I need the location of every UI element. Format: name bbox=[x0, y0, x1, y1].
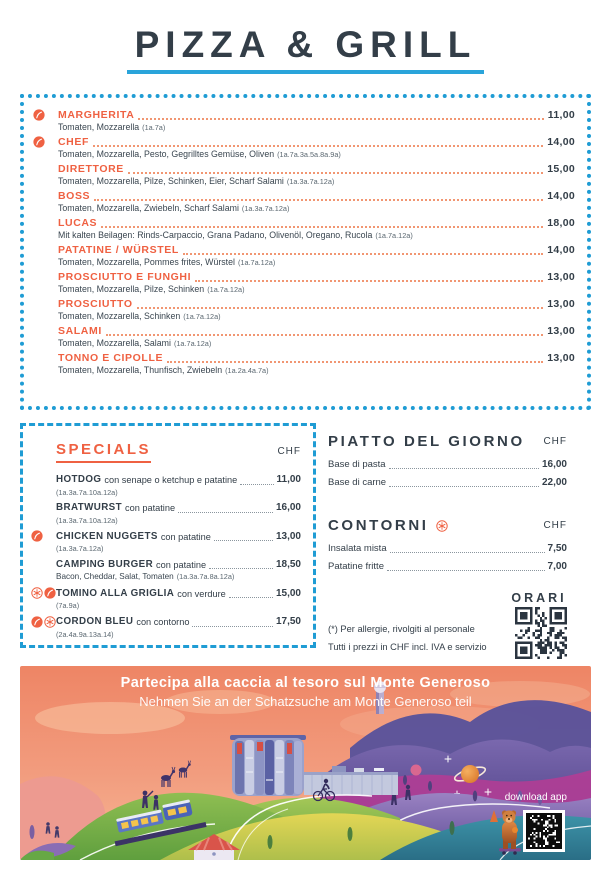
chf-label: CHF bbox=[543, 436, 567, 447]
allergen-codes: (1a.7a.12a) bbox=[237, 258, 276, 267]
snowflake-badge-icon bbox=[44, 616, 56, 628]
allergen-codes: (7a.9a) bbox=[56, 601, 80, 610]
dot-leader bbox=[389, 486, 539, 487]
dot-leader bbox=[209, 568, 273, 569]
page-title: PIZZA & GRILL bbox=[127, 24, 485, 74]
dot-leader bbox=[101, 226, 543, 228]
pizza-item bbox=[33, 217, 575, 242]
allergen-codes: (1a.3a.7a.12a) bbox=[241, 204, 290, 213]
special-item-suffix: con patatine bbox=[156, 559, 207, 570]
special-item-price: 17,50 bbox=[275, 616, 301, 627]
pizza-item-price: 14,00 bbox=[547, 136, 575, 148]
allergen-codes: (1a.7a.3a.5a.8a.9a) bbox=[277, 150, 341, 159]
orari-label: ORARI bbox=[511, 591, 567, 605]
pizza-item bbox=[33, 109, 575, 134]
dot-leader bbox=[93, 145, 543, 147]
dot-leader bbox=[94, 199, 543, 201]
pizza-item-price: 11,00 bbox=[547, 109, 575, 121]
pizza-item-name: PROSCIUTTO bbox=[58, 298, 133, 310]
pizza-item-description: Tomaten, Mozzarella, Pesto, Gegrilltes Gemüse, Oliven (1a.7a.3a.5a.8a.9a) bbox=[58, 149, 341, 159]
pizza-item-price: 15,00 bbox=[547, 163, 575, 175]
pizza-item-name: PROSCIUTTO E FUNGHI bbox=[58, 271, 192, 283]
allergen-codes: (1a.7a.12a) bbox=[183, 312, 221, 321]
pizza-menu-box bbox=[20, 94, 591, 410]
orari-qr-code bbox=[515, 607, 567, 659]
allergen-codes: (1a.3a.7a.10a.12a) bbox=[56, 515, 118, 525]
special-item bbox=[31, 530, 301, 554]
dot-leader bbox=[214, 540, 273, 541]
special-item-name: CAMPING BURGER bbox=[56, 558, 154, 570]
special-item-price: 15,00 bbox=[275, 587, 301, 599]
pizza-item-price: 14,00 bbox=[547, 244, 575, 256]
piatto-item: Base di carne 22,00 bbox=[328, 477, 567, 488]
header bbox=[0, 0, 611, 94]
allergy-note: (*) Per allergie, rivolgiti al personale bbox=[328, 624, 475, 634]
special-item-name: BRATWURST bbox=[56, 502, 122, 513]
allergen-codes: (1a.3a.7a.12a) bbox=[56, 544, 104, 553]
pizza-item-name: DIRETTORE bbox=[58, 163, 124, 175]
pizza-item-price: 13,00 bbox=[547, 271, 575, 283]
allergen-codes: (1a.7a.12a) bbox=[207, 285, 245, 294]
pizza-item bbox=[33, 136, 575, 161]
pizza-item-description: Tomaten, Mozzarella, Thunfisch, Zwiebeln (1a.2a.4a.7a) bbox=[58, 365, 269, 375]
pizza-item bbox=[33, 325, 575, 350]
special-item bbox=[31, 474, 301, 497]
pizza-item bbox=[33, 244, 575, 269]
pizza-item-description: Tomaten, Mozzarella, Schinken (1a.7a.12a) bbox=[58, 311, 221, 321]
pizza-item bbox=[33, 163, 575, 188]
contorni-item: Patatine fritte 7,00 bbox=[328, 561, 567, 572]
pizza-item bbox=[33, 271, 575, 296]
allergen-codes: (1a.7a.12a) bbox=[173, 339, 212, 348]
special-item-description: Bacon, Cheddar, Salat, Tomaten (1a.3a.7a.8a.12a) bbox=[56, 572, 235, 581]
pizza-item-name: CHEF bbox=[58, 136, 89, 148]
dot-leader bbox=[128, 172, 543, 174]
pizza-item-description: Tomaten, Mozzarella, Pilze, Schinken, Eier, Scharf Salami (1a.3a.7a.12a) bbox=[58, 176, 335, 186]
special-item-suffix: con patatine bbox=[160, 531, 211, 542]
specials-title: SPECIALS bbox=[56, 441, 151, 463]
special-item-name: CHICKEN NUGGETS bbox=[56, 530, 158, 542]
pizza-item bbox=[33, 190, 575, 215]
promo-banner bbox=[20, 666, 591, 860]
special-item-name: HOTDOG bbox=[56, 474, 102, 485]
contorni-item: Insalata mista 7,50 bbox=[328, 543, 567, 554]
dot-leader bbox=[387, 570, 545, 571]
allergen-codes: (2a.4a.9a.13a.14) bbox=[56, 629, 114, 639]
leaf-badge-icon bbox=[33, 109, 45, 121]
leaf-badge-icon bbox=[33, 136, 45, 148]
right-column bbox=[316, 423, 591, 652]
pizza-item-description: Tomaten, Mozzarella, Zwiebeln, Scharf Salami (1a.3a.7a.12a) bbox=[58, 203, 290, 213]
pizza-item-description: Tomaten, Mozzarella, Pilze, Schinken (1a.7a.12a) bbox=[58, 284, 245, 294]
dot-leader bbox=[389, 468, 539, 469]
pizza-item-name: BOSS bbox=[58, 190, 91, 202]
pizza-item-description: Tomaten, Mozzarella, Pommes frites, Würstel (1a.7a.12a) bbox=[58, 257, 276, 267]
chf-label: CHF bbox=[277, 446, 301, 457]
dot-leader bbox=[178, 512, 273, 513]
pizza-item-description: Tomaten, Mozzarella (1a.7a) bbox=[58, 122, 166, 132]
dot-leader bbox=[183, 253, 543, 255]
allergen-codes: (1a.7a.12a) bbox=[375, 231, 413, 240]
dot-leader bbox=[138, 118, 543, 120]
special-item-name: TOMINO ALLA GRIGLIA bbox=[56, 587, 175, 599]
pizza-item-name: MARGHERITA bbox=[58, 109, 135, 121]
pizza-item-name: TONNO E CIPOLLE bbox=[58, 352, 164, 364]
special-item-price: 13,00 bbox=[275, 530, 301, 542]
price-note: Tutti i prezzi in CHF incl. IVA e servizio bbox=[328, 641, 487, 652]
leaf-badge-icon bbox=[31, 616, 43, 628]
piatto-item: Base di pasta 16,00 bbox=[328, 459, 567, 470]
banner-line-1: Partecipa alla caccia al tesoro sul Monte Generoso bbox=[120, 675, 491, 691]
pizza-item bbox=[33, 352, 575, 377]
download-app-label: download app bbox=[504, 792, 567, 803]
dot-leader bbox=[106, 334, 543, 336]
dot-leader bbox=[195, 280, 543, 282]
special-item-price: 16,00 bbox=[275, 502, 301, 513]
allergen-codes: (1a.3a.7a.8a.12a) bbox=[176, 572, 235, 581]
snowflake-badge-icon bbox=[436, 520, 448, 532]
app-qr-code bbox=[523, 810, 565, 852]
chf-label: CHF bbox=[543, 520, 567, 531]
pizza-item-price: 13,00 bbox=[547, 298, 575, 310]
special-item bbox=[31, 559, 301, 583]
snowflake-badge-icon bbox=[31, 587, 43, 599]
special-item-suffix: con patatine bbox=[125, 503, 176, 513]
special-item bbox=[31, 502, 301, 525]
dot-leader bbox=[137, 307, 544, 309]
specials-box bbox=[20, 423, 316, 648]
leaf-badge-icon bbox=[31, 530, 43, 542]
special-item bbox=[31, 587, 301, 611]
special-item-suffix: con verdure bbox=[177, 588, 226, 599]
footnotes bbox=[328, 621, 511, 659]
dot-leader bbox=[240, 484, 273, 485]
dot-leader bbox=[229, 597, 273, 598]
bottom-section bbox=[20, 423, 591, 652]
dot-leader bbox=[192, 626, 273, 627]
piatto-del-giorno-title: PIATTO DEL GIORNO bbox=[328, 433, 525, 450]
special-item bbox=[31, 616, 301, 640]
leaf-badge-icon bbox=[44, 587, 56, 599]
special-item-name: CORDON BLEU bbox=[56, 616, 134, 627]
pizza-item-description: Tomaten, Mozzarella, Salami (1a.7a.12a) bbox=[58, 338, 212, 348]
pizza-item bbox=[33, 298, 575, 323]
contorni-title: CONTORNI bbox=[328, 517, 429, 534]
allergen-codes: (1a.3a.7a.10a.12a) bbox=[56, 487, 118, 497]
pizza-item-name: SALAMI bbox=[58, 325, 102, 337]
allergen-codes: (1a.7a) bbox=[142, 123, 166, 132]
special-item-suffix: con contorno bbox=[136, 617, 190, 627]
banner-line-2: Nehmen Sie an der Schatzsuche am Monte Generoso teil bbox=[139, 694, 472, 709]
pizza-item-name: PATATINE / WÜRSTEL bbox=[58, 244, 179, 256]
pizza-item-price: 13,00 bbox=[547, 352, 575, 364]
special-item-price: 11,00 bbox=[276, 474, 301, 485]
special-item-suffix: con senape o ketchup e patatine bbox=[104, 475, 238, 485]
pizza-item-price: 14,00 bbox=[547, 190, 575, 202]
dot-leader bbox=[390, 552, 545, 553]
pizza-item-name: LUCAS bbox=[58, 217, 98, 229]
pizza-item-description: Mit kalten Beilagen: Rinds-Carpaccio, Grana Padano, Olivenöl, Oregano, Rucola (1a.7a.12a) bbox=[58, 230, 413, 240]
special-item-price: 18,50 bbox=[275, 558, 301, 570]
dot-leader bbox=[167, 361, 543, 363]
allergen-codes: (1a.2a.4a.7a) bbox=[225, 366, 269, 375]
allergen-codes: (1a.3a.7a.12a) bbox=[286, 177, 335, 186]
pizza-item-price: 18,00 bbox=[547, 217, 575, 229]
pizza-item-price: 13,00 bbox=[547, 325, 575, 337]
